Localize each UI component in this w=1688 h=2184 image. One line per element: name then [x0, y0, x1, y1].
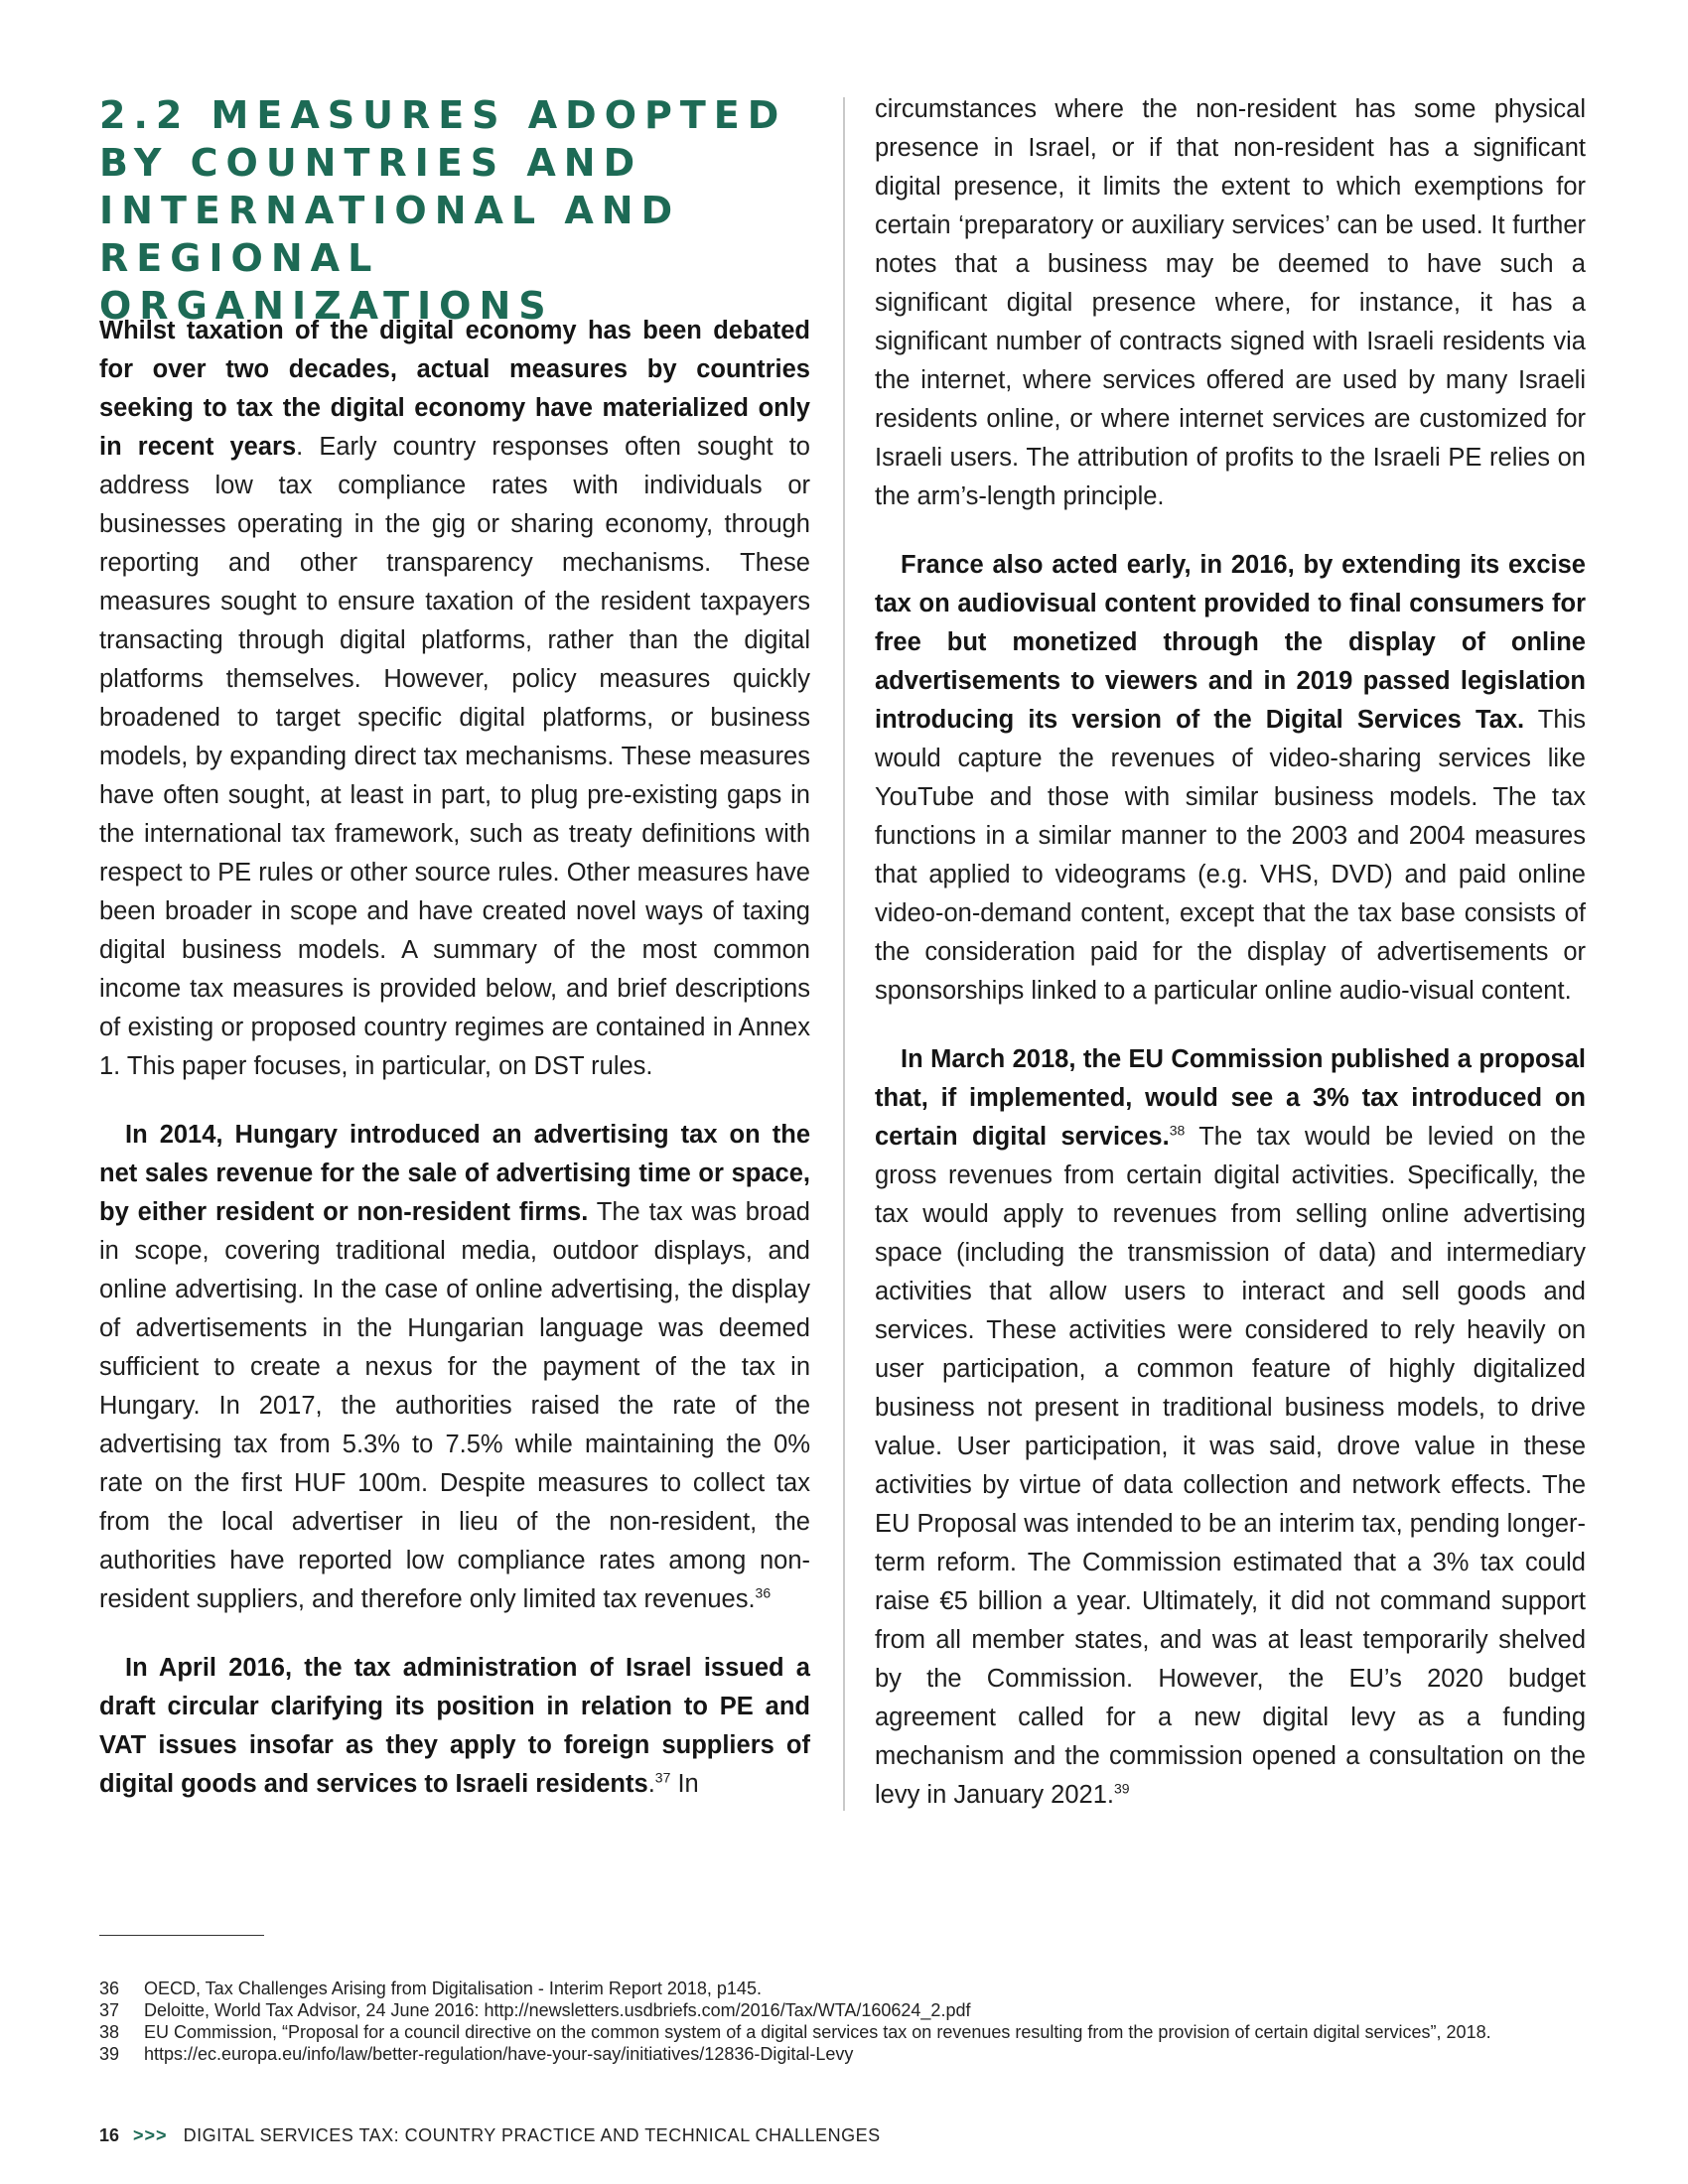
paragraph-lead: In March 2018, the EU Commission published a proposal that, if implemented, would see a 3% tax introduced on certain digital services. [875, 1045, 1586, 1151]
paragraph-body: The tax was broad in scope, covering traditional media, outdoor displays, and online advertising. In the case of online advertising, the display of advertisements in the Hungarian language was deemed sufficient to create a nexus for the payment of the tax in Hungary. In 2017, the authorities raised the rate of the advertising tax from 5.3% to 7.5% while maintaining the 0% rate on the first HUF 100m. Despite measures to collect tax from the local advertiser in lieu of the non-resident, the authorities have reported low compliance rates among non-resident suppliers, and therefore only limited tax revenues. [99, 1198, 810, 1613]
paragraph-body: The tax would be levied on the gross revenues from certain digital activities. Specifically, the tax would apply to revenues from selling online advertising space (including the transmission of data) and intermediary activities that allow users to interact and sell goods and services. These activities were considered to rely heavily on user participation, a common feature of highly digitalized business not present in traditional business models, to drive value. User participation, it was said, drove value in these activities by virtue of data collection and network effects. The EU Proposal was intended to be an interim tax, pending longer-term reform. The Commission estimated that a 3% tax could raise €5 billion a year. Ultimately, it did not command support from all member states, and was at least temporarily shelved by the Commission. However, the EU’s 2020 budget agreement called for a new digital levy as a funding mechanism and the commission opened a consultation on the levy in January 2021. [875, 1123, 1586, 1809]
footnote-ref-36[interactable]: 36 [755, 1584, 772, 1601]
paragraph-body: circumstances where the non-resident has some physical presence in Israel, or if that non-resident has a significant digital presence, it limits the extent to which exemptions for certain ‘preparatory or auxiliary services’ can be used. It further notes that a business may be deemed to have such a significant digital presence where, for instance, it has a significant number of contracts signed with Israeli residents via the internet, where services offered are used by many Israeli residents online, or where internet services are customized for Israeli users. The attribution of profits to the Israeli PE relies on the arm’s-length principle. [875, 95, 1586, 510]
footnote-text: EU Commission, “Proposal for a council directive on the common system of a digital services tax on revenues resulting from the provision of certain digital services”, 2018. [144, 2022, 1491, 2042]
footnote-number: 39 [99, 2044, 120, 2064]
paragraph-israel-continued [875, 90, 1586, 516]
column-divider [843, 97, 845, 1811]
footnote-ref-38[interactable]: 38 [1169, 1122, 1186, 1139]
paragraph-lead: France also acted early, in 2016, by extending its excise tax on audiovisual content provided to final consumers for free but monetized through the display of online advertisements to viewers and in 2019 passed legislation introducing its version of the Digital Services Tax. [875, 551, 1586, 734]
paragraph-lead: Whilst taxation of the digital economy has been debated for over two decades, actual measures by countries seeking to tax the digital economy have materialized only in recent years [99, 317, 810, 461]
footnote-36 [99, 1978, 1589, 1999]
paragraph-lead: In April 2016, the tax administration of Israel issued a draft circular clarifying its position in relation to PE and VAT issues insofar as they apply to foreign suppliers of digital goods and services to Israeli residents [99, 1654, 810, 1798]
paragraph-hungary [99, 1116, 810, 1619]
left-column [99, 312, 810, 1834]
paragraph-france [875, 546, 1586, 1011]
paragraph-period: . [647, 1770, 655, 1798]
paragraph-eu [875, 1040, 1586, 1815]
right-column [875, 90, 1586, 1844]
footnote-number: 37 [99, 2000, 120, 2020]
footnote-text: OECD, Tax Challenges Arising from Digitalisation - Interim Report 2018, p145. [144, 1979, 762, 1998]
page-footer [99, 2125, 881, 2146]
paragraph-body: In [670, 1770, 699, 1798]
footnote-37 [99, 1999, 1589, 2021]
footnote-link[interactable]: Deloitte, World Tax Advisor, 24 June 2016: http://newsletters.usdbriefs.com/2016/Tax/WTA/160624_2.pdf [144, 2000, 971, 2020]
page-number: 16 [99, 2125, 120, 2145]
footnote-number: 36 [99, 1979, 120, 1998]
footnote-ref-37[interactable]: 37 [654, 1769, 671, 1786]
paragraph-lead: In 2014, Hungary introduced an advertising tax on the net sales revenue for the sale of advertising time or space, by either resident or non-resident firms. [99, 1121, 810, 1226]
paragraph-body: . Early country responses often sought to address low tax compliance rates with individuals or businesses operating in the gig or sharing economy, through reporting and other transparency mechanisms. These measures sought to ensure taxation of the resident taxpayers transacting through digital platforms, rather than the digital platforms themselves. However, policy measures quickly broadened to target specific digital platforms, or business models, by expanding direct tax mechanisms. These measures have often sought, at least in part, to plug pre-existing gaps in the international tax framework, such as treaty definitions with respect to PE rules or other source rules. Other measures have been broader in scope and have created novel ways of taxing digital business models. A summary of the most common income tax measures is provided below, and brief descriptions of existing or proposed country regimes are contained in Annex 1. This paper focuses, in particular, on DST rules. [99, 433, 810, 1080]
footnote-ref-39[interactable]: 39 [1113, 1780, 1130, 1797]
footnote-number: 38 [99, 2022, 120, 2042]
footnote-rule [99, 1935, 264, 1936]
section-heading: 2.2 MEASURES ADOPTED BY COUNTRIES AND INTERNATIONAL AND REGIONAL ORGANIZATIONS [99, 93, 787, 328]
footnote-39 [99, 2043, 1589, 2065]
paragraph-intro [99, 312, 810, 1086]
paragraph-body: This would capture the revenues of video-sharing services like YouTube and those with similar business models. The tax functions in a similar manner to the 2003 and 2004 measures that applied to videograms (e.g. VHS, DVD) and paid online video-on-demand content, except that the tax base consists of the consideration paid for the display of advertisements or sponsorships linked to a particular online audio-visual content. [875, 706, 1586, 1005]
footnote-38 [99, 2021, 1589, 2043]
footnotes [99, 1978, 1589, 2065]
chevrons-icon: >>> [133, 2125, 168, 2145]
footnote-link[interactable]: https://ec.europa.eu/info/law/better-regulation/have-your-say/initiatives/12836-Digital-Levy [144, 2044, 854, 2064]
paragraph-israel [99, 1649, 810, 1804]
footer-title: DIGITAL SERVICES TAX: COUNTRY PRACTICE AND TECHNICAL CHALLENGES [183, 2125, 881, 2145]
